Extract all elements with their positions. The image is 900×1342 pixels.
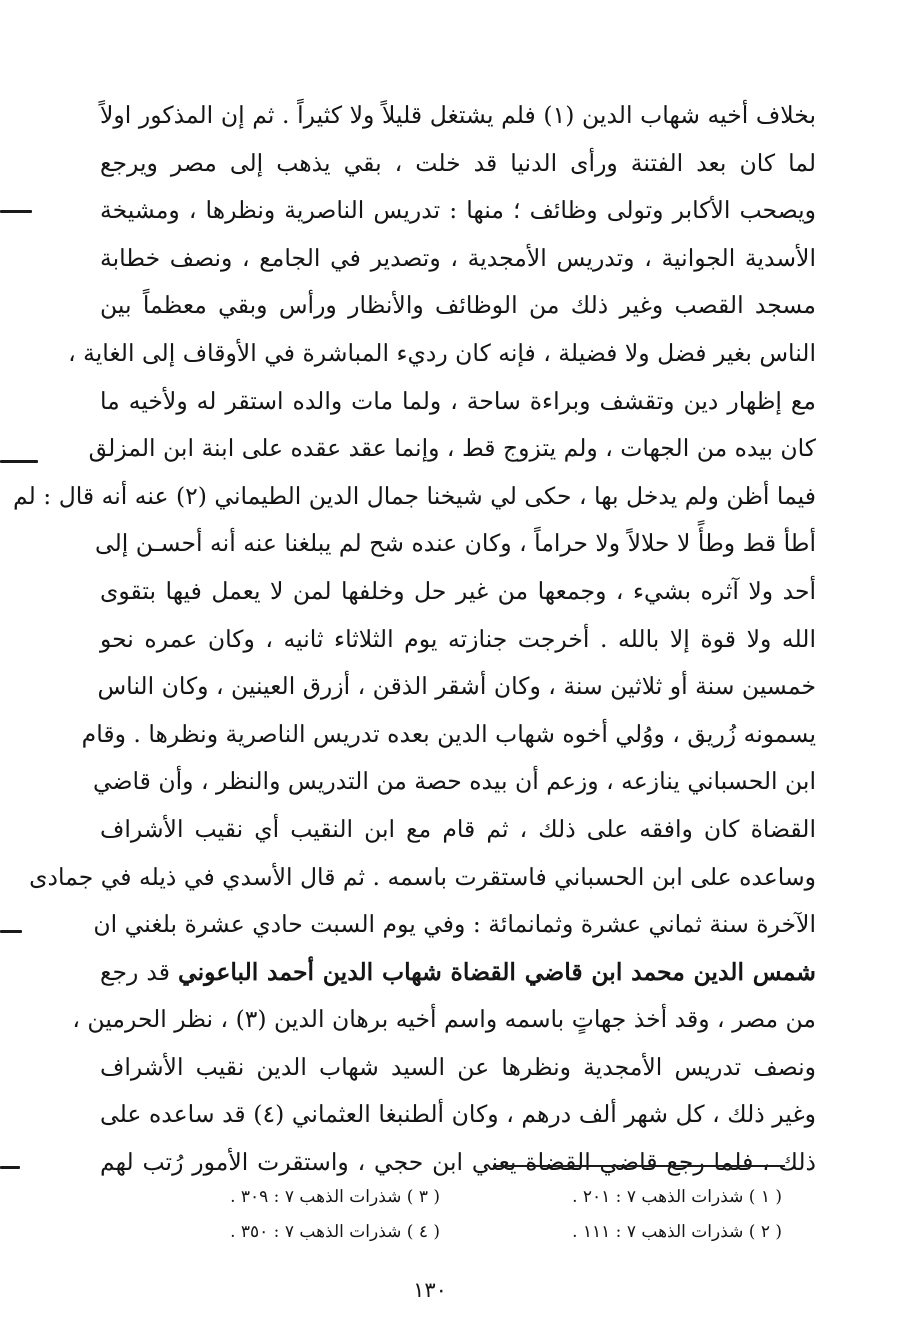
text-line: الناس بغير فضل ولا فضيلة ، فإنه كان رديء المباشرة في الأوقاف إلى الغاية ، — [68, 338, 816, 367]
body-text — [13, 92, 816, 1187]
text-line: الله ولا قوة إلا بالله . أخرجت جنازته يوم الثلاثاء ثانيه ، وكان عمره نحو — [100, 624, 816, 653]
scan-edge-mark — [0, 930, 22, 933]
footnote-3: ( ٣ ) شذرات الذهب ٧ : ٣٠٩ . — [230, 1187, 440, 1207]
text-line: ويصحب الأكابر وتولى وظائف ؛ منها : تدريس الناصرية ونظرها ، ومشيخة — [100, 196, 816, 225]
text-line: خمسين سنة أو ثلاثين سنة ، وكان أشقر الذقن ، أزرق العينين ، وكان الناس — [97, 672, 816, 701]
text-line: وغير ذلك ، كل شهر ألف درهم ، وكان ألطنبغا العثماني (٤) قد ساعده على — [100, 1100, 816, 1129]
footnotes-right-column — [572, 1180, 782, 1250]
text-line: مسجد القصب وغير ذلك من الوظائف والأنظار ورأس وبقي معظماً بين — [100, 291, 816, 320]
scan-edge-mark — [0, 210, 32, 213]
footnote-2: ( ٢ ) شذرات الذهب ٧ : ١١١ . — [572, 1222, 782, 1242]
text-line: بخلاف أخيه شهاب الدين (١) فلم يشتغل قليلاً ولا كثيراً . ثم إن المذكور اولاً — [100, 101, 816, 129]
text-line: يسمونه زُريق ، ووُلي أخوه شهاب الدين بعده تدريس الناصرية ونظرها . وقام — [81, 719, 816, 748]
text-line: القضاة كان وافقه على ذلك ، ثم قام مع ابن النقيب أي نقيب الأشراف — [100, 814, 816, 843]
text-line: أحد ولا آثره بشيء ، وجمعها من غير حل وخلفها لمن لا يعمل فيها بتقوى — [100, 576, 816, 605]
text-line: فيما أظن ولم يدخل بها ، حكى لي شيخنا جمال الدين الطيماني (٢) عنه أنه قال : لم — [13, 481, 816, 510]
text-line: كان بيده من الجهات ، ولم يتزوج قط ، وإنما عقد عقده على ابنة ابن المزلق — [88, 434, 816, 463]
text-line: ذلك ، فلما رجع قاضي القضاة يعني ابن حجي ، واستقرت الأمور رُتب لهم — [100, 1148, 816, 1177]
bold-name: شمس الدين محمد ابن قاضي القضاة شهاب الدين أحمد الباعوني — [178, 957, 816, 986]
page-number: ١٣٠ — [413, 1278, 447, 1302]
text-line: الآخرة سنة ثماني عشرة وثمانمائة : وفي يوم السبت حادي عشرة بلغني ان — [93, 910, 816, 939]
text-line: من مصر ، وقد أخذ جهاتٍ باسمه واسم أخيه برهان الدين (٣) ، نظر الحرمين ، — [72, 1005, 816, 1034]
footnote-4: ( ٤ ) شذرات الذهب ٧ : ٣٥٠ . — [230, 1222, 440, 1242]
text-line: ونصف تدريس الأمجدية ونظرها عن السيد شهاب الدين نقيب الأشراف — [100, 1052, 816, 1081]
text-line-with-bold-name — [100, 949, 816, 997]
text-line: وساعده على ابن الحسباني فاستقرت باسمه . ثم قال الأسدي في ذيله في جمادى — [29, 862, 816, 891]
text-line: مع إظهار دين وتقشف وبراءة ساحة ، ولما مات والده استقر له ولأخيه ما — [100, 386, 816, 415]
text-line: لما كان بعد الفتنة ورأى الدنيا قد خلت ، بقي يذهب إلى مصر ويرجع — [100, 148, 816, 177]
scan-edge-mark — [0, 1166, 20, 1169]
text-line: أطأ قط وطأً لا حلالاً ولا حراماً ، وكان عنده شح لم يبلغنا عنه أنه أحسـن إلى — [95, 529, 816, 558]
footnotes-left-column — [230, 1180, 440, 1250]
text-line: الأسدية الجوانية ، وتدريس الأمجدية ، وتصدير في الجامع ، ونصف خطابة — [100, 243, 816, 272]
footnote-divider — [493, 1165, 785, 1167]
text-line: ابن الحسباني ينازعه ، وزعم أن بيده حصة من التدريس والنظر ، وأن قاضي — [92, 767, 816, 796]
text-line-tail: قد رجع — [100, 957, 170, 986]
scan-edge-mark — [0, 460, 38, 463]
footnote-1: ( ١ ) شذرات الذهب ٧ : ٢٠١ . — [572, 1187, 782, 1207]
